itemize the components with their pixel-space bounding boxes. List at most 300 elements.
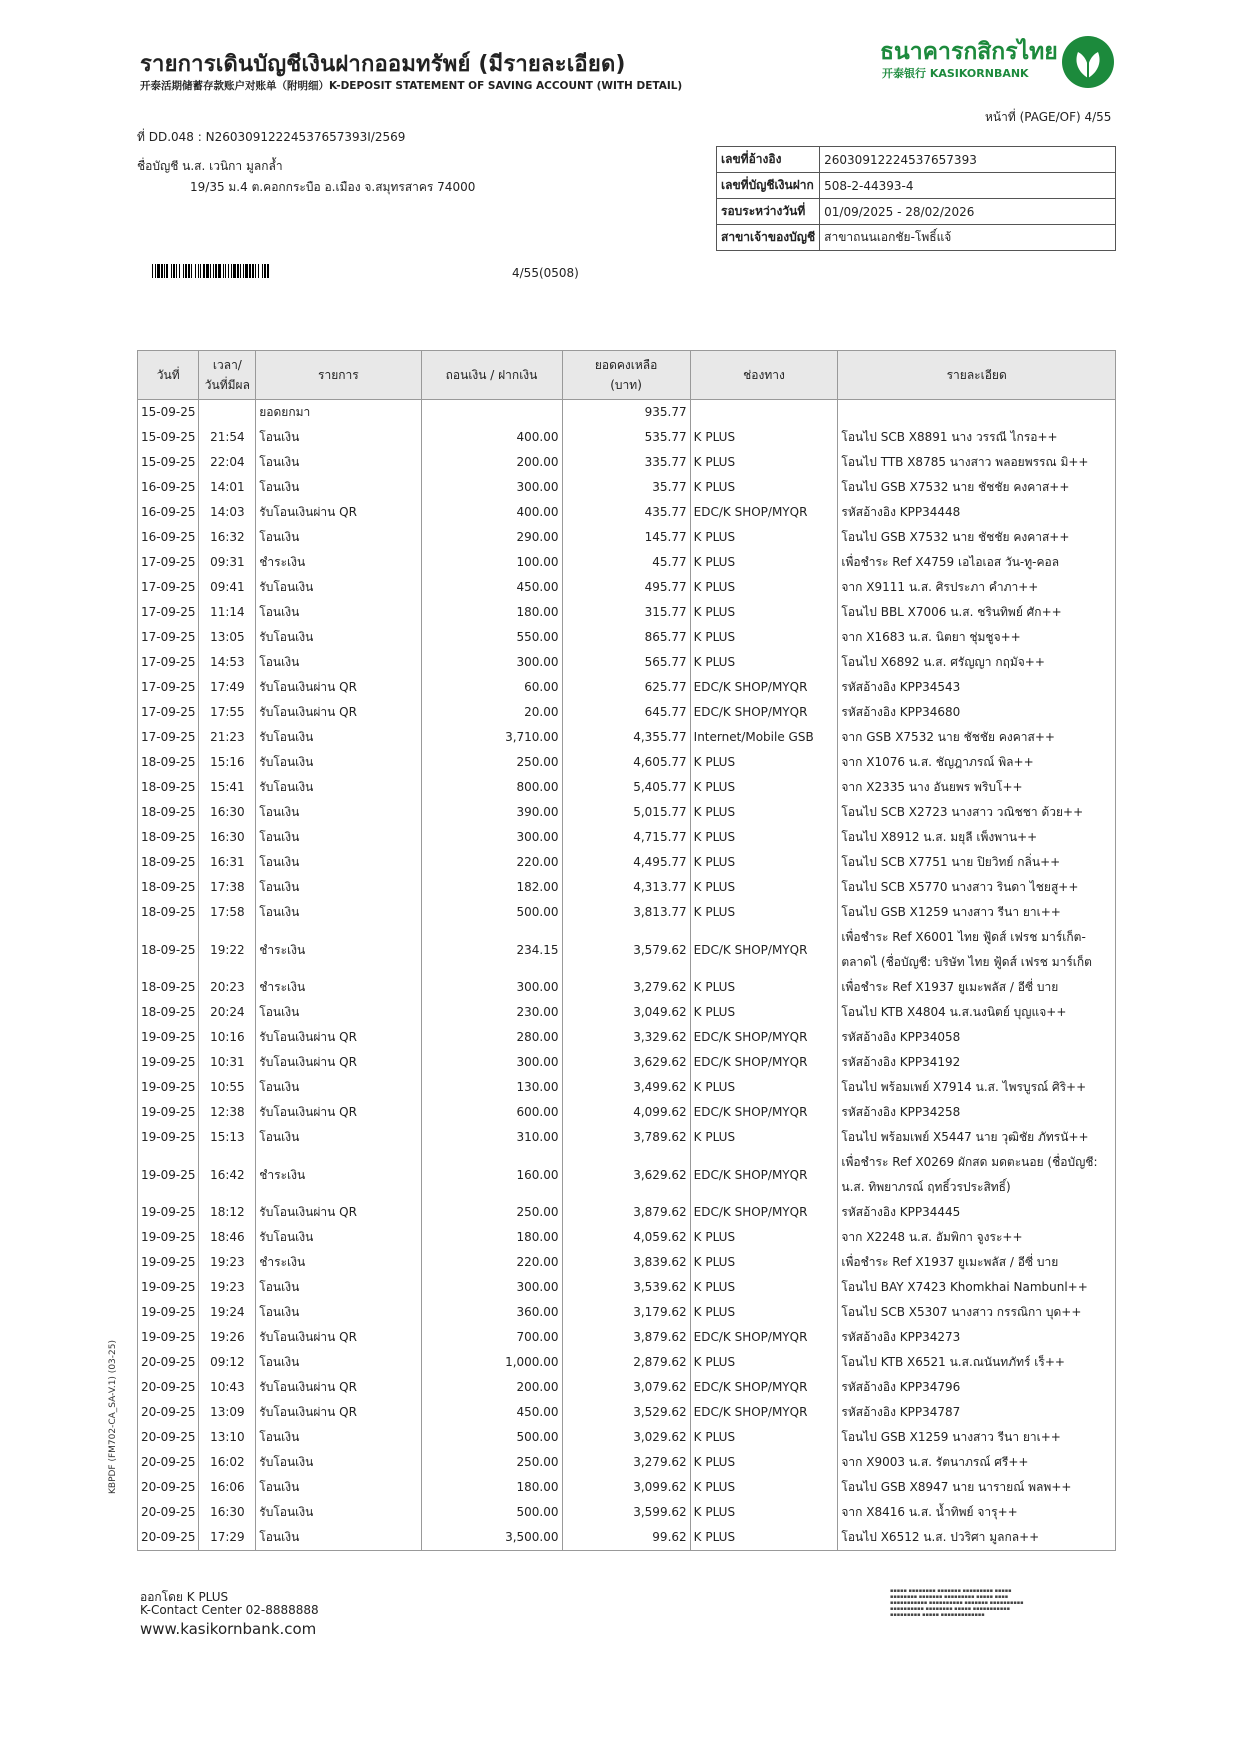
table-row	[138, 900, 1116, 925]
cell-date: 17-09-25	[138, 675, 199, 700]
cell-item: โอนเงิน	[256, 425, 421, 450]
cell-detail: รหัสอ้างอิง KPP34448	[838, 500, 1116, 525]
table-row	[138, 1250, 1116, 1275]
cell-date: 17-09-25	[138, 600, 199, 625]
barcode	[152, 264, 386, 278]
table-row	[138, 875, 1116, 900]
cell-detail: รหัสอ้างอิง KPP34445	[838, 1200, 1116, 1225]
cell-date: 19-09-25	[138, 1325, 199, 1350]
barcode-bar	[157, 264, 160, 278]
cell-item: ชำระเงิน	[256, 925, 421, 975]
cell-date: 19-09-25	[138, 1150, 199, 1200]
table-row	[138, 475, 1116, 500]
barcode-bar	[195, 264, 196, 278]
cell-time: 22:04	[199, 450, 256, 475]
table-row	[138, 1400, 1116, 1425]
cell-detail: รหัสอ้างอิง KPP34192	[838, 1050, 1116, 1075]
table-row	[138, 450, 1116, 475]
cell-balance: 335.77	[562, 450, 690, 475]
cell-channel: EDC/K SHOP/MYQR	[690, 1150, 838, 1200]
table-row	[138, 825, 1116, 850]
cell-balance: 3,599.62	[562, 1500, 690, 1525]
cell-amount: 400.00	[421, 425, 562, 450]
cell-balance: 3,879.62	[562, 1200, 690, 1225]
table-row	[138, 750, 1116, 775]
cell-date: 18-09-25	[138, 825, 199, 850]
cell-date: 16-09-25	[138, 475, 199, 500]
cell-channel: K PLUS	[690, 625, 838, 650]
cell-date: 18-09-25	[138, 975, 199, 1000]
cell-item: ชำระเงิน	[256, 1250, 421, 1275]
cell-amount: 130.00	[421, 1075, 562, 1100]
cell-balance: 4,099.62	[562, 1100, 690, 1125]
cell-item: รับโอนเงิน	[256, 625, 421, 650]
cell-channel: K PLUS	[690, 1425, 838, 1450]
cell-item: รับโอนเงินผ่าน QR	[256, 1025, 421, 1050]
cell-detail: โอนไป X6512 น.ส. ปวริศา มูลกล++	[838, 1525, 1116, 1551]
table-row	[138, 1325, 1116, 1350]
cell-balance: 435.77	[562, 500, 690, 525]
table-row	[138, 550, 1116, 575]
col-header-amount: ถอนเงิน / ฝากเงิน	[421, 351, 562, 400]
cell-balance: 3,539.62	[562, 1275, 690, 1300]
cell-time: 14:03	[199, 500, 256, 525]
table-row	[138, 1125, 1116, 1150]
cell-detail: โอนไป X8912 น.ส. มยุลี เพ็งพาน++	[838, 825, 1116, 850]
cell-time: 16:32	[199, 525, 256, 550]
statement-title-th: รายการเดินบัญชีเงินฝากออมทรัพย์ (มีรายละเอียด)	[140, 52, 626, 77]
cell-time: 11:14	[199, 600, 256, 625]
statement-title-en: 开泰活期储蓄存款账户对账单（附明细）K-DEPOSIT STATEMENT OF SAVING ACCOUNT (WITH DETAIL)	[140, 80, 683, 92]
cell-channel: K PLUS	[690, 650, 838, 675]
table-row	[138, 1425, 1116, 1450]
cell-date: 16-09-25	[138, 500, 199, 525]
cell-channel: K PLUS	[690, 450, 838, 475]
cell-item: โอนเงิน	[256, 1075, 421, 1100]
cell-item: รับโอนเงิน	[256, 575, 421, 600]
cell-date: 15-09-25	[138, 450, 199, 475]
cell-item: รับโอนเงิน	[256, 725, 421, 750]
account-info-box	[716, 146, 1116, 251]
cell-item: โอนเงิน	[256, 1525, 421, 1551]
cell-detail: โอนไป SCB X8891 นาง วรรณี ไกรอ++	[838, 425, 1116, 450]
cell-time: 19:24	[199, 1300, 256, 1325]
cell-balance: 3,839.62	[562, 1250, 690, 1275]
cell-item: ชำระเงิน	[256, 550, 421, 575]
cell-time: 21:54	[199, 425, 256, 450]
cell-balance: 145.77	[562, 525, 690, 550]
barcode-bar	[166, 264, 168, 278]
cell-channel: K PLUS	[690, 425, 838, 450]
cell-amount: 280.00	[421, 1025, 562, 1050]
info-value: 26030912224537657393	[820, 147, 1116, 173]
cell-amount: 400.00	[421, 500, 562, 525]
barcode-bar	[179, 264, 180, 278]
cell-date: 19-09-25	[138, 1075, 199, 1100]
cell-date: 20-09-25	[138, 1525, 199, 1551]
cell-time: 15:13	[199, 1125, 256, 1150]
cell-item: โอนเงิน	[256, 1425, 421, 1450]
cell-channel: K PLUS	[690, 1075, 838, 1100]
cell-time: 20:23	[199, 975, 256, 1000]
cell-date: 19-09-25	[138, 1050, 199, 1075]
cell-amount: 180.00	[421, 600, 562, 625]
table-row	[138, 1100, 1116, 1125]
barcode-bar	[155, 264, 156, 278]
cell-detail: โอนไป KTB X4804 น.ส.นงนิตย์ บุญแจ++	[838, 1000, 1116, 1025]
cell-channel: K PLUS	[690, 975, 838, 1000]
cell-channel: K PLUS	[690, 900, 838, 925]
cell-date: 18-09-25	[138, 800, 199, 825]
cell-item: โอนเงิน	[256, 850, 421, 875]
cell-balance: 3,179.62	[562, 1300, 690, 1325]
barcode-bar	[262, 264, 263, 278]
table-row	[138, 850, 1116, 875]
cell-detail: จาก X8416 น.ส. น้ำทิพย์ จารุ++	[838, 1500, 1116, 1525]
cell-item: โอนเงิน	[256, 900, 421, 925]
barcode-bar	[255, 264, 256, 278]
issued-by: ออกโดย K PLUS	[140, 1590, 229, 1604]
cell-amount: 200.00	[421, 1375, 562, 1400]
cell-date: 20-09-25	[138, 1375, 199, 1400]
cell-amount: 300.00	[421, 825, 562, 850]
col-header-balance-line1: ยอดคงเหลือ	[594, 358, 658, 372]
cell-time: 21:23	[199, 725, 256, 750]
cell-detail: จาก X1683 น.ส. นิตยา ชุ่มชูจ++	[838, 625, 1116, 650]
cell-item: รับโอนเงินผ่าน QR	[256, 675, 421, 700]
cell-balance: 4,313.77	[562, 875, 690, 900]
table-row	[138, 1000, 1116, 1025]
cell-balance: 3,049.62	[562, 1000, 690, 1025]
col-header-balance-line2: (บาท)	[610, 378, 642, 392]
bank-logo	[880, 34, 1120, 94]
cell-item: รับโอนเงิน	[256, 1450, 421, 1475]
kasikorn-leaf-icon	[1060, 34, 1116, 90]
cell-detail: รหัสอ้างอิง KPP34058	[838, 1025, 1116, 1050]
table-row	[138, 775, 1116, 800]
cell-channel: K PLUS	[690, 1125, 838, 1150]
cell-detail: เพื่อชำระ Ref X0269 ผักสด มดตะนอย (ชื่อบัญชี: น.ส. ทิพยาภรณ์ ฤทธิ์วรประสิทธิ์)	[838, 1150, 1116, 1200]
cell-balance: 99.62	[562, 1525, 690, 1551]
table-row	[138, 1275, 1116, 1300]
cell-balance: 4,495.77	[562, 850, 690, 875]
website-link[interactable]: www.kasikornbank.com	[140, 1620, 317, 1638]
cell-item: รับโอนเงินผ่าน QR	[256, 1375, 421, 1400]
cell-date: 15-09-25	[138, 400, 199, 426]
cell-amount	[421, 400, 562, 426]
table-header-row	[138, 351, 1116, 400]
cell-detail: โอนไป พร้อมเพย์ X5447 นาย วุฒิชัย ภัทรนั++	[838, 1125, 1116, 1150]
cell-channel: K PLUS	[690, 1500, 838, 1525]
barcode-bar	[245, 264, 248, 278]
cell-time: 13:09	[199, 1400, 256, 1425]
barcode-bar	[233, 264, 236, 278]
barcode-bar	[218, 264, 221, 278]
cell-channel: EDC/K SHOP/MYQR	[690, 925, 838, 975]
barcode-bar	[173, 264, 175, 278]
cell-item: โอนเงิน	[256, 800, 421, 825]
barcode-bar	[152, 264, 153, 278]
cell-time: 16:42	[199, 1150, 256, 1200]
cell-balance: 3,029.62	[562, 1425, 690, 1450]
cell-item: โอนเงิน	[256, 475, 421, 500]
barcode-bar	[225, 264, 226, 278]
transactions-table	[137, 350, 1116, 1551]
cell-item: ชำระเงิน	[256, 975, 421, 1000]
table-row	[138, 425, 1116, 450]
table-row	[138, 1150, 1116, 1200]
cell-detail: จาก X9111 น.ส. ศิรประภา คำภา++	[838, 575, 1116, 600]
cell-amount: 500.00	[421, 1500, 562, 1525]
cell-time: 16:30	[199, 825, 256, 850]
info-label: เลขที่บัญชีเงินฝาก	[717, 173, 820, 199]
cell-time: 16:31	[199, 850, 256, 875]
cell-detail: โอนไป TTB X8785 นางสาว พลอยพรรณ มิ++	[838, 450, 1116, 475]
cell-detail: เพื่อชำระ Ref X1937 ยูเมะพลัส / อีซี่ บาย	[838, 1250, 1116, 1275]
cell-channel: K PLUS	[690, 525, 838, 550]
cell-date: 19-09-25	[138, 1275, 199, 1300]
table-row	[138, 650, 1116, 675]
cell-time: 17:38	[199, 875, 256, 900]
barcode-bar	[243, 264, 244, 278]
table-row	[138, 1475, 1116, 1500]
barcode-bar	[223, 264, 224, 278]
cell-channel: EDC/K SHOP/MYQR	[690, 500, 838, 525]
cell-date: 15-09-25	[138, 425, 199, 450]
cell-amount: 310.00	[421, 1125, 562, 1150]
cell-time: 17:58	[199, 900, 256, 925]
cell-item: รับโอนเงิน	[256, 775, 421, 800]
cell-time: 18:46	[199, 1225, 256, 1250]
cell-balance: 3,813.77	[562, 900, 690, 925]
table-row	[138, 675, 1116, 700]
cell-time: 16:02	[199, 1450, 256, 1475]
cell-detail: โอนไป GSB X1259 นางสาว รีนา ยาเ++	[838, 1425, 1116, 1450]
cell-amount: 450.00	[421, 575, 562, 600]
cell-channel: K PLUS	[690, 825, 838, 850]
cell-time: 09:41	[199, 575, 256, 600]
cell-detail: โอนไป GSB X7532 นาย ชัชชัย คงคาส++	[838, 525, 1116, 550]
cell-channel: K PLUS	[690, 750, 838, 775]
page-number: หน้าที่ (PAGE/OF) 4/55	[985, 110, 1112, 124]
cell-channel: K PLUS	[690, 575, 838, 600]
cell-balance: 3,279.62	[562, 1450, 690, 1475]
cell-date: 19-09-25	[138, 1200, 199, 1225]
cell-channel: K PLUS	[690, 1350, 838, 1375]
cell-channel: K PLUS	[690, 550, 838, 575]
cell-date: 20-09-25	[138, 1450, 199, 1475]
cell-detail: โอนไป พร้อมเพย์ X7914 น.ส. ไพรบูรณ์ ศิริ++	[838, 1075, 1116, 1100]
cell-date: 20-09-25	[138, 1350, 199, 1375]
cell-balance: 625.77	[562, 675, 690, 700]
cell-balance: 3,279.62	[562, 975, 690, 1000]
table-row	[138, 925, 1116, 975]
barcode-bar	[161, 264, 163, 278]
cell-channel: K PLUS	[690, 875, 838, 900]
cell-detail: จาก X2335 นาง อันยพร พริบโ++	[838, 775, 1116, 800]
cell-item: รับโอนเงิน	[256, 1500, 421, 1525]
cell-amount: 300.00	[421, 1275, 562, 1300]
cell-balance: 3,499.62	[562, 1075, 690, 1100]
cell-balance: 3,079.62	[562, 1375, 690, 1400]
table-row	[138, 400, 1116, 426]
barcode-bar	[210, 264, 211, 278]
cell-amount: 3,710.00	[421, 725, 562, 750]
cell-amount: 200.00	[421, 450, 562, 475]
cell-date: 18-09-25	[138, 925, 199, 975]
cell-item: โอนเงิน	[256, 450, 421, 475]
barcode-bar	[267, 264, 269, 278]
cell-amount: 1,000.00	[421, 1350, 562, 1375]
table-row	[138, 700, 1116, 725]
cell-amount: 100.00	[421, 550, 562, 575]
cell-time: 17:49	[199, 675, 256, 700]
cell-balance: 3,579.62	[562, 925, 690, 975]
cell-item: รับโอนเงินผ่าน QR	[256, 500, 421, 525]
cell-amount: 500.00	[421, 1425, 562, 1450]
cell-time: 17:55	[199, 700, 256, 725]
cell-amount: 180.00	[421, 1475, 562, 1500]
cell-item: รับโอนเงินผ่าน QR	[256, 700, 421, 725]
cell-time: 19:23	[199, 1250, 256, 1275]
form-code: KBPDF (FM702-CA_SA-V.1) (03-25)	[108, 1340, 118, 1494]
table-row	[138, 975, 1116, 1000]
cell-amount: 300.00	[421, 475, 562, 500]
table-row	[138, 1025, 1116, 1050]
cell-date: 18-09-25	[138, 1000, 199, 1025]
col-header-time	[199, 351, 256, 400]
cell-balance: 3,529.62	[562, 1400, 690, 1425]
cell-detail: โอนไป GSB X7532 นาย ชัชชัย คงคาส++	[838, 475, 1116, 500]
cell-detail: จาก X9003 น.ส. รัตนาภรณ์ ศรี++	[838, 1450, 1116, 1475]
cell-date: 20-09-25	[138, 1425, 199, 1450]
cell-amount: 300.00	[421, 975, 562, 1000]
barcode-bar	[191, 264, 192, 278]
cell-item: โอนเงิน	[256, 1125, 421, 1150]
cell-channel: EDC/K SHOP/MYQR	[690, 1400, 838, 1425]
table-row	[138, 1525, 1116, 1551]
cell-time: 15:16	[199, 750, 256, 775]
cell-detail: โอนไป X6892 น.ส. ศรัญญา กฤมัจ++	[838, 650, 1116, 675]
col-header-time-line1: เวลา/	[212, 358, 242, 372]
barcode-bar	[183, 264, 184, 278]
table-row	[138, 1225, 1116, 1250]
cell-time: 14:01	[199, 475, 256, 500]
bank-name-en: 开泰银行 KASIKORNBANK	[882, 67, 1029, 80]
cell-date: 16-09-25	[138, 525, 199, 550]
barcode-bar	[171, 264, 172, 278]
cell-balance: 495.77	[562, 575, 690, 600]
info-row	[717, 199, 1116, 225]
cell-channel: EDC/K SHOP/MYQR	[690, 1100, 838, 1125]
cell-date: 17-09-25	[138, 725, 199, 750]
cell-balance: 935.77	[562, 400, 690, 426]
cell-time: 14:53	[199, 650, 256, 675]
barcode-bar	[203, 264, 205, 278]
cell-date: 20-09-25	[138, 1500, 199, 1525]
info-row	[717, 173, 1116, 199]
cell-item: โอนเงิน	[256, 875, 421, 900]
cell-amount: 230.00	[421, 1000, 562, 1025]
table-row	[138, 800, 1116, 825]
cell-item: รับโอนเงินผ่าน QR	[256, 1050, 421, 1075]
cell-amount: 220.00	[421, 850, 562, 875]
cell-balance: 865.77	[562, 625, 690, 650]
cell-amount: 234.15	[421, 925, 562, 975]
cell-time: 19:23	[199, 1275, 256, 1300]
account-address: 19/35 ม.4 ต.คอกกระบือ อ.เมือง จ.สมุทรสาคร 74000	[190, 180, 476, 194]
cell-item: รับโอนเงินผ่าน QR	[256, 1100, 421, 1125]
cell-balance: 4,059.62	[562, 1225, 690, 1250]
table-row	[138, 1450, 1116, 1475]
cell-amount: 500.00	[421, 900, 562, 925]
cell-detail: โอนไป GSB X1259 นางสาว รีนา ยาเ++	[838, 900, 1116, 925]
cell-balance: 5,015.77	[562, 800, 690, 825]
cell-detail: จาก GSB X7532 นาย ชัชชัย คงคาส++	[838, 725, 1116, 750]
cell-balance: 3,099.62	[562, 1475, 690, 1500]
cell-channel: K PLUS	[690, 1300, 838, 1325]
cell-item: รับโอนเงินผ่าน QR	[256, 1200, 421, 1225]
cell-channel: K PLUS	[690, 1450, 838, 1475]
cell-time: 18:12	[199, 1200, 256, 1225]
cell-balance: 3,629.62	[562, 1050, 690, 1075]
barcode-bar	[215, 264, 217, 278]
cell-date: 17-09-25	[138, 550, 199, 575]
cell-date: 18-09-25	[138, 875, 199, 900]
cell-amount: 20.00	[421, 700, 562, 725]
barcode-bar	[240, 264, 241, 278]
barcode-bar	[264, 264, 266, 278]
cell-balance: 45.77	[562, 550, 690, 575]
info-label: เลขที่อ้างอิง	[717, 147, 820, 173]
cell-date: 18-09-25	[138, 850, 199, 875]
table-row	[138, 525, 1116, 550]
barcode-bar	[185, 264, 187, 278]
cell-channel	[690, 400, 838, 426]
cell-amount: 300.00	[421, 1050, 562, 1075]
cell-detail: เพื่อชำระ Ref X4759 เอไอเอส วัน-ทู-คอล	[838, 550, 1116, 575]
bank-name-th: ธนาคารกสิกรไทย	[880, 39, 1058, 65]
barcode-bar	[249, 264, 251, 278]
barcode-bar	[188, 264, 190, 278]
account-name: ชื่อบัญชี น.ส. เวนิกา มูลกล้ำ	[137, 159, 283, 173]
cell-detail: รหัสอ้างอิง KPP34796	[838, 1375, 1116, 1400]
col-header-time-line2: วันที่มีผล	[204, 378, 250, 392]
cell-balance: 535.77	[562, 425, 690, 450]
barcode-bar	[200, 264, 201, 278]
cell-item: โอนเงิน	[256, 650, 421, 675]
cell-detail: รหัสอ้างอิง KPP34680	[838, 700, 1116, 725]
cell-date: 18-09-25	[138, 775, 199, 800]
cell-detail: โอนไป SCB X5307 นางสาว กรรณิกา บุด++	[838, 1300, 1116, 1325]
cell-channel: K PLUS	[690, 1275, 838, 1300]
cell-balance: 4,605.77	[562, 750, 690, 775]
cell-item: โอนเงิน	[256, 1350, 421, 1375]
cell-channel: K PLUS	[690, 475, 838, 500]
cell-item: รับโอนเงิน	[256, 1225, 421, 1250]
cell-date: 17-09-25	[138, 625, 199, 650]
cell-item: โอนเงิน	[256, 1300, 421, 1325]
cell-balance: 5,405.77	[562, 775, 690, 800]
cell-date: 19-09-25	[138, 1225, 199, 1250]
cell-time: 20:24	[199, 1000, 256, 1025]
cell-channel: EDC/K SHOP/MYQR	[690, 1375, 838, 1400]
cell-date: 19-09-25	[138, 1125, 199, 1150]
barcode-bar	[164, 264, 165, 278]
cell-amount: 60.00	[421, 675, 562, 700]
cell-amount: 160.00	[421, 1150, 562, 1200]
cell-channel: K PLUS	[690, 1000, 838, 1025]
